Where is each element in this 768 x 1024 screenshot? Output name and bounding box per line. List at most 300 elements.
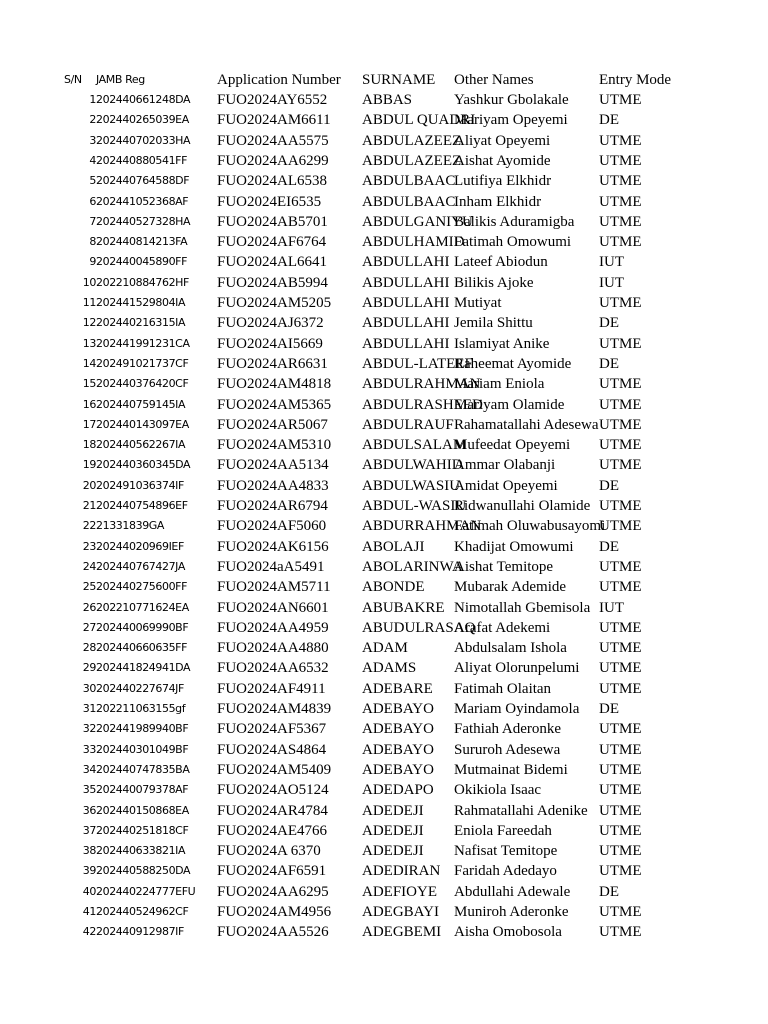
cell-other-names: Sururoh Adesewa (454, 741, 561, 758)
cell-surname: ADEGBAYI (362, 904, 439, 920)
table-row (0, 171, 768, 191)
cell-other-names: Lutifiya Elkhidr (454, 173, 552, 190)
table-row (0, 882, 768, 902)
cell-application-number: FUO2024aA5491 (217, 558, 325, 575)
cell-sn: 8 (89, 235, 96, 249)
cell-application-number: FUO2024AA4959 (217, 619, 329, 636)
cell-jamb-reg: 202440912987IF (96, 925, 184, 939)
cell-surname: ADEDIRAN (362, 863, 441, 880)
cell-other-names: Fatimah Oluwabusayomi (454, 518, 606, 535)
cell-sn: 33 (82, 742, 96, 756)
table-row (0, 841, 768, 861)
table-row (0, 374, 768, 394)
cell-application-number: FUO2024AR6794 (217, 498, 328, 514)
cell-sn: 35 (82, 783, 96, 797)
table-row (0, 110, 768, 130)
cell-sn: 5 (89, 174, 96, 188)
cell-sn: 36 (82, 803, 96, 817)
cell-sn: 30 (82, 681, 96, 695)
cell-jamb-reg: 202440660635FF (96, 641, 188, 655)
cell-sn: 17 (82, 417, 96, 431)
cell-other-names: Amidat Opeyemi (454, 477, 558, 494)
cell-entry-mode: DE (599, 701, 619, 717)
cell-sn: 4 (89, 153, 96, 167)
cell-entry-mode: UTME (599, 213, 642, 230)
cell-other-names: Faridah Adedayo (454, 863, 557, 880)
cell-surname: ABDULRAHMAN (362, 376, 481, 393)
table-row (0, 699, 768, 719)
cell-entry-mode: UTME (599, 822, 642, 839)
cell-jamb-reg: 202440633821IA (96, 844, 186, 858)
cell-application-number: FUO2024AK6156 (217, 538, 329, 555)
cell-jamb-reg: 202440880541FF (96, 153, 188, 167)
table-row (0, 455, 768, 475)
cell-application-number: FUO2024AM5409 (217, 761, 332, 778)
table-row (0, 537, 768, 557)
cell-jamb-reg: 202440069990BF (96, 620, 189, 634)
cell-sn: 25 (82, 580, 96, 594)
cell-entry-mode: UTME (599, 680, 642, 697)
table-row (0, 273, 768, 293)
cell-other-names: Jemila Shittu (454, 315, 533, 332)
cell-application-number: FUO2024EI6535 (217, 193, 322, 210)
cell-application-number: FUO2024AN6601 (217, 599, 329, 616)
cell-application-number: FUO2024AA6532 (217, 660, 329, 677)
cell-entry-mode: UTME (599, 863, 642, 880)
cell-sn: 6 (89, 194, 96, 208)
cell-surname: ABDULBAAC (362, 193, 456, 210)
cell-application-number: FUO2024AM5205 (217, 295, 332, 311)
table-row (0, 922, 768, 942)
cell-sn: 28 (82, 641, 96, 655)
cell-jamb-reg: 202491036374IF (96, 478, 184, 492)
cell-jamb-reg: 202441529804IA (96, 296, 186, 309)
cell-application-number: FUO2024AS4864 (217, 741, 327, 758)
table-row (0, 131, 768, 151)
cell-jamb-reg: 202440764588DF (96, 174, 190, 188)
cell-entry-mode: UTME (599, 558, 642, 575)
cell-jamb-reg: 202440747835BA (96, 762, 190, 776)
cell-entry-mode: UTME (599, 761, 642, 778)
cell-surname: ABDULLAHI (362, 315, 450, 332)
cell-application-number: FUO2024AA5575 (217, 132, 329, 149)
cell-jamb-reg: 202210884762HF (96, 275, 189, 289)
cell-application-number: FUO2024AO5124 (217, 782, 329, 799)
table-row (0, 476, 768, 496)
cell-application-number: FUO2024AA4880 (217, 640, 329, 657)
cell-surname: ABDULLAHI (362, 254, 450, 271)
cell-application-number: FUO2024AA6299 (217, 152, 329, 169)
cell-sn: 14 (82, 356, 96, 370)
cell-surname: ABDULRASHEED (362, 396, 483, 413)
cell-entry-mode: UTME (599, 173, 642, 190)
cell-other-names: Fathiah Aderonke (454, 721, 562, 738)
table-row (0, 516, 768, 536)
table-row (0, 577, 768, 597)
cell-sn: 7 (89, 214, 96, 228)
cell-sn: 2 (89, 113, 96, 127)
table-row (0, 618, 768, 638)
cell-entry-mode: UTME (599, 782, 642, 799)
cell-jamb-reg: 202440143097EA (96, 417, 189, 431)
cell-other-names: Islamiyat Anike (454, 335, 550, 352)
table-row (0, 232, 768, 252)
cell-jamb-reg: 202211063155gf (96, 702, 186, 715)
cell-jamb-reg: 202440376420CF (96, 377, 189, 391)
cell-application-number: FUO2024AA5526 (217, 924, 329, 941)
cell-sn: 39 (82, 864, 96, 878)
cell-entry-mode: UTME (599, 295, 642, 311)
cell-jamb-reg: 202440301049BF (96, 742, 189, 756)
cell-other-names: Abdulsalam Ishola (454, 640, 567, 657)
table-row (0, 395, 768, 415)
cell-jamb-reg: 202210771624EA (96, 600, 189, 614)
cell-entry-mode: UTME (599, 396, 642, 413)
header-row (0, 70, 768, 90)
table-row (0, 902, 768, 922)
cell-surname: ABDULWAHID (362, 457, 463, 474)
cell-other-names: Rahmatallahi Adenike (454, 802, 588, 819)
cell-jamb-reg: 202440702033HA (96, 133, 191, 147)
cell-surname: ABBAS (362, 92, 413, 108)
cell-surname: ABDULAZEEZ (362, 132, 462, 149)
cell-entry-mode: IUT (599, 254, 624, 271)
cell-entry-mode: UTME (599, 437, 642, 454)
cell-sn: 18 (82, 438, 96, 452)
cell-application-number: FUO2024AF6764 (217, 234, 327, 251)
table-row (0, 252, 768, 272)
cell-jamb-reg: 202440814213FA (96, 235, 188, 249)
cell-jamb-reg: 20244020969IEF (96, 539, 184, 553)
cell-sn: 12 (82, 316, 96, 330)
cell-entry-mode: UTME (599, 92, 642, 108)
cell-jamb-reg: 202440275600FF (96, 580, 188, 594)
cell-jamb-reg: 202440588250DA (96, 864, 191, 878)
cell-surname: ABDURRAHMAN (362, 518, 482, 535)
cell-other-names: Nimotallah Gbemisola (454, 599, 591, 616)
cell-other-names: Eniola Fareedah (454, 822, 552, 839)
cell-other-names: Mubarak Ademide (454, 579, 567, 596)
cell-entry-mode: UTME (599, 152, 642, 169)
cell-sn: 37 (82, 823, 96, 837)
cell-sn: 41 (82, 905, 96, 918)
table-row (0, 861, 768, 881)
cell-other-names: Rahamatallahi Adesewa (454, 416, 599, 433)
cell-sn: 26 (82, 600, 96, 614)
cell-sn: 19 (82, 458, 96, 472)
cell-surname: ABDULAZEEZ (362, 152, 462, 169)
cell-jamb-reg: 202440251818CF (96, 823, 189, 837)
cell-other-names: Mutmainat Bidemi (454, 761, 568, 778)
cell-sn: 3 (89, 133, 96, 147)
cell-other-names: Aisha Omobosola (454, 924, 562, 941)
cell-application-number: FUO2024AM4839 (217, 701, 332, 717)
table-row (0, 658, 768, 678)
cell-other-names: Lateef Abiodun (454, 254, 548, 271)
cell-jamb-reg: 202440759145IA (96, 397, 186, 411)
cell-sn: 16 (82, 397, 96, 411)
cell-application-number: FUO2024AR5067 (217, 416, 328, 433)
cell-surname: ABOLAJI (362, 538, 425, 555)
cell-sn: 21 (82, 499, 96, 512)
cell-surname: ABDULLAHI (362, 295, 450, 311)
cell-sn: 1 (89, 93, 96, 106)
cell-surname: ABDULSALAM (362, 437, 467, 454)
cell-surname: ADEBARE (362, 680, 433, 697)
cell-jamb-reg: 202440079378AF (96, 783, 189, 797)
cell-entry-mode: IUT (599, 274, 624, 291)
cell-jamb-reg: 202441824941DA (96, 661, 191, 675)
cell-sn: 20 (82, 478, 96, 492)
cell-jamb-reg: 202440767427JA (96, 559, 185, 573)
cell-sn: 22 (82, 519, 96, 533)
cell-surname: ABUDULRASAQ (362, 619, 476, 636)
cell-other-names: Fatimah Olaitan (454, 680, 552, 697)
header-surname: SURNAME (362, 72, 436, 88)
cell-application-number: FUO2024AA5134 (217, 457, 329, 474)
cell-jamb-reg: 202440360345DA (96, 458, 191, 472)
cell-entry-mode: UTME (599, 234, 642, 251)
table-row (0, 435, 768, 455)
cell-entry-mode: UTME (599, 416, 642, 433)
table-row (0, 780, 768, 800)
cell-surname: ABDULWASIU (362, 477, 461, 494)
cell-jamb-reg: 202440524962CF (96, 905, 189, 918)
cell-entry-mode: UTME (599, 924, 642, 941)
table-row (0, 638, 768, 658)
cell-other-names: Yashkur Gbolakale (454, 92, 569, 108)
cell-other-names: Balikis Aduramigba (454, 213, 575, 230)
cell-entry-mode: UTME (599, 660, 642, 677)
cell-entry-mode: DE (599, 477, 619, 494)
cell-sn: 34 (82, 762, 96, 776)
cell-surname: ABONDE (362, 579, 425, 596)
cell-entry-mode: DE (599, 883, 619, 900)
cell-other-names: Ammar Olabanji (454, 457, 556, 474)
cell-application-number: FUO2024AR4784 (217, 802, 328, 819)
cell-other-names: Aliyat Opeyemi (454, 132, 551, 149)
cell-application-number: FUO2024AL6641 (217, 254, 328, 271)
table-row (0, 151, 768, 171)
cell-jamb-reg: 202440216315IA (96, 316, 186, 330)
cell-entry-mode: UTME (599, 498, 642, 514)
cell-surname: ADEFIOYE (362, 883, 437, 900)
cell-entry-mode: UTME (599, 579, 642, 596)
cell-sn: 11 (82, 296, 96, 309)
cell-application-number: FUO2024AM5310 (217, 437, 332, 454)
cell-surname: ADEGBEMI (362, 924, 442, 941)
cell-surname: ADEBAYO (362, 741, 434, 758)
cell-entry-mode: UTME (599, 619, 642, 636)
cell-application-number: FUO2024A 6370 (217, 843, 321, 860)
cell-surname: ABDULGANIYU (362, 213, 473, 230)
cell-other-names: Aishat Ayomide (454, 152, 551, 169)
cell-other-names: Nafisat Temitope (454, 843, 558, 860)
cell-surname: ABOLARINWA (362, 558, 463, 575)
cell-jamb-reg: 202441052368AF (96, 194, 189, 208)
cell-surname: ADEDEJI (362, 822, 424, 839)
cell-jamb-reg: 21331839GA (96, 519, 165, 533)
cell-other-names: Aliyat Olorunpelumi (454, 660, 580, 677)
table-row (0, 496, 768, 516)
cell-surname: ADEBAYO (362, 761, 434, 778)
cell-sn: 23 (82, 539, 96, 553)
cell-application-number: FUO2024AF5060 (217, 518, 327, 535)
cell-sn: 10 (82, 275, 96, 289)
cell-application-number: FUO2024AF4911 (217, 680, 326, 697)
cell-surname: ABDULBAAC (362, 173, 456, 190)
cell-surname: ADAMS (362, 660, 417, 677)
cell-jamb-reg: 202441989940BF (96, 722, 189, 736)
cell-jamb-reg: 202440661248DA (96, 93, 191, 106)
cell-jamb-reg: 202440265039EA (96, 113, 189, 127)
cell-other-names: Mariyam Opeyemi (454, 112, 568, 129)
table-row (0, 557, 768, 577)
cell-jamb-reg: 202441991231CA (96, 336, 190, 350)
cell-surname: ABDULRAUF (362, 416, 454, 433)
cell-surname: ABDULLAHI (362, 335, 450, 352)
header-entry-mode: Entry Mode (599, 72, 672, 88)
cell-entry-mode: DE (599, 315, 619, 332)
header-jamb-reg: JAMB Reg (96, 73, 145, 86)
header-application-number: Application Number (217, 72, 341, 88)
cell-other-names: Mariam Oyindamola (454, 701, 580, 717)
cell-surname: ADEDAPO (362, 782, 434, 799)
cell-application-number: FUO2024AM5711 (217, 579, 331, 596)
cell-application-number: FUO2024AB5701 (217, 213, 328, 230)
cell-jamb-reg: 202440527328HA (96, 214, 191, 228)
cell-sn: 13 (82, 336, 96, 350)
cell-surname: ADAM (362, 640, 408, 657)
cell-jamb-reg: 202491021737CF (96, 356, 189, 370)
cell-sn: 32 (82, 722, 96, 736)
table-row (0, 293, 768, 313)
cell-entry-mode: UTME (599, 518, 642, 535)
cell-jamb-reg: 202440562267IA (96, 438, 186, 452)
header-sn: S/N (64, 73, 82, 86)
cell-sn: 9 (89, 255, 96, 269)
cell-application-number: FUO2024AF5367 (217, 721, 327, 738)
cell-sn: 40 (82, 884, 96, 898)
cell-surname: ABDUL QUADRI (362, 112, 476, 129)
cell-other-names: Abdullahi Adewale (454, 883, 571, 900)
cell-entry-mode: UTME (599, 904, 642, 920)
cell-surname: ADEBAYO (362, 701, 434, 717)
cell-surname: ADEDEJI (362, 843, 424, 860)
cell-jamb-reg: 202440045890FF (96, 255, 188, 269)
cell-application-number: FUO2024AM4956 (217, 904, 332, 920)
cell-other-names: Arafat Adekemi (454, 619, 551, 636)
table-row (0, 598, 768, 618)
cell-surname: ABDUL-WASIU (362, 498, 467, 514)
table-row (0, 192, 768, 212)
cell-entry-mode: UTME (599, 193, 642, 210)
table-row (0, 801, 768, 821)
cell-sn: 29 (82, 661, 96, 675)
cell-sn: 42 (82, 925, 96, 939)
table-row (0, 90, 768, 110)
cell-surname: ADEDEJI (362, 802, 424, 819)
cell-jamb-reg: 202440224777EFU (96, 884, 196, 898)
cell-entry-mode: UTME (599, 457, 642, 474)
cell-other-names: Bilikis Ajoke (454, 274, 534, 291)
cell-application-number: FUO2024AM5365 (217, 396, 332, 413)
cell-application-number: FUO2024AB5994 (217, 274, 328, 291)
cell-other-names: Mutiyat (454, 295, 502, 311)
table-row (0, 313, 768, 333)
cell-jamb-reg: 202440150868EA (96, 803, 189, 817)
cell-sn: 15 (82, 377, 96, 391)
cell-application-number: FUO2024AA6295 (217, 883, 329, 900)
cell-jamb-reg: 202440227674JF (96, 681, 184, 695)
table-row (0, 760, 768, 780)
cell-other-names: Okikiola Isaac (454, 782, 542, 799)
table-row (0, 679, 768, 699)
cell-entry-mode: UTME (599, 741, 642, 758)
cell-sn: 31 (82, 702, 96, 715)
cell-entry-mode: DE (599, 112, 619, 129)
cell-surname: ABDULLAHI (362, 274, 450, 291)
cell-application-number: FUO2024AI5669 (217, 335, 323, 352)
table-row (0, 212, 768, 232)
cell-application-number: FUO2024AE4766 (217, 822, 328, 839)
cell-other-names: Khadijat Omowumi (454, 538, 574, 555)
cell-other-names: Mariyam Olamide (454, 396, 565, 413)
cell-entry-mode: UTME (599, 132, 642, 149)
cell-sn: 27 (82, 620, 96, 634)
cell-entry-mode: UTME (599, 802, 642, 819)
cell-entry-mode: UTME (599, 721, 642, 738)
cell-other-names: Ridwanullahi Olamide (454, 498, 591, 514)
cell-other-names: Fatimah Omowumi (454, 234, 572, 251)
table-row (0, 334, 768, 354)
cell-surname: ABUBAKRE (362, 599, 445, 616)
cell-application-number: FUO2024AY6552 (217, 92, 328, 108)
cell-sn: 24 (82, 559, 96, 573)
cell-other-names: Muniroh Aderonke (454, 904, 569, 920)
cell-surname: ABDULHAMID (362, 234, 465, 251)
cell-other-names: Aishat Temitope (454, 558, 554, 575)
cell-entry-mode: UTME (599, 376, 642, 393)
cell-entry-mode: UTME (599, 640, 642, 657)
cell-application-number: FUO2024AA4833 (217, 477, 329, 494)
cell-other-names: Mariam Eniola (454, 376, 545, 393)
cell-application-number: FUO2024AJ6372 (217, 315, 324, 332)
cell-entry-mode: DE (599, 355, 619, 372)
cell-application-number: FUO2024AR6631 (217, 355, 328, 372)
cell-entry-mode: IUT (599, 599, 624, 616)
cell-surname: ABDUL-LATEEF (362, 355, 473, 372)
header-other-names: Other Names (454, 72, 534, 88)
cell-application-number: FUO2024AM6611 (217, 112, 331, 129)
cell-other-names: Mufeedat Opeyemi (454, 437, 571, 454)
table-row (0, 740, 768, 760)
cell-application-number: FUO2024AM4818 (217, 376, 332, 393)
cell-other-names: Inham Elkhidr (454, 193, 542, 210)
cell-other-names: Raheemat Ayomide (454, 355, 572, 372)
cell-application-number: FUO2024AF6591 (217, 863, 327, 880)
cell-entry-mode: UTME (599, 335, 642, 352)
cell-entry-mode: UTME (599, 843, 642, 860)
cell-jamb-reg: 202440754896EF (96, 499, 188, 512)
table-row (0, 415, 768, 435)
cell-sn: 38 (82, 844, 96, 858)
cell-entry-mode: DE (599, 538, 619, 555)
table-row (0, 821, 768, 841)
cell-application-number: FUO2024AL6538 (217, 173, 328, 190)
table-row (0, 719, 768, 739)
table-row (0, 354, 768, 374)
